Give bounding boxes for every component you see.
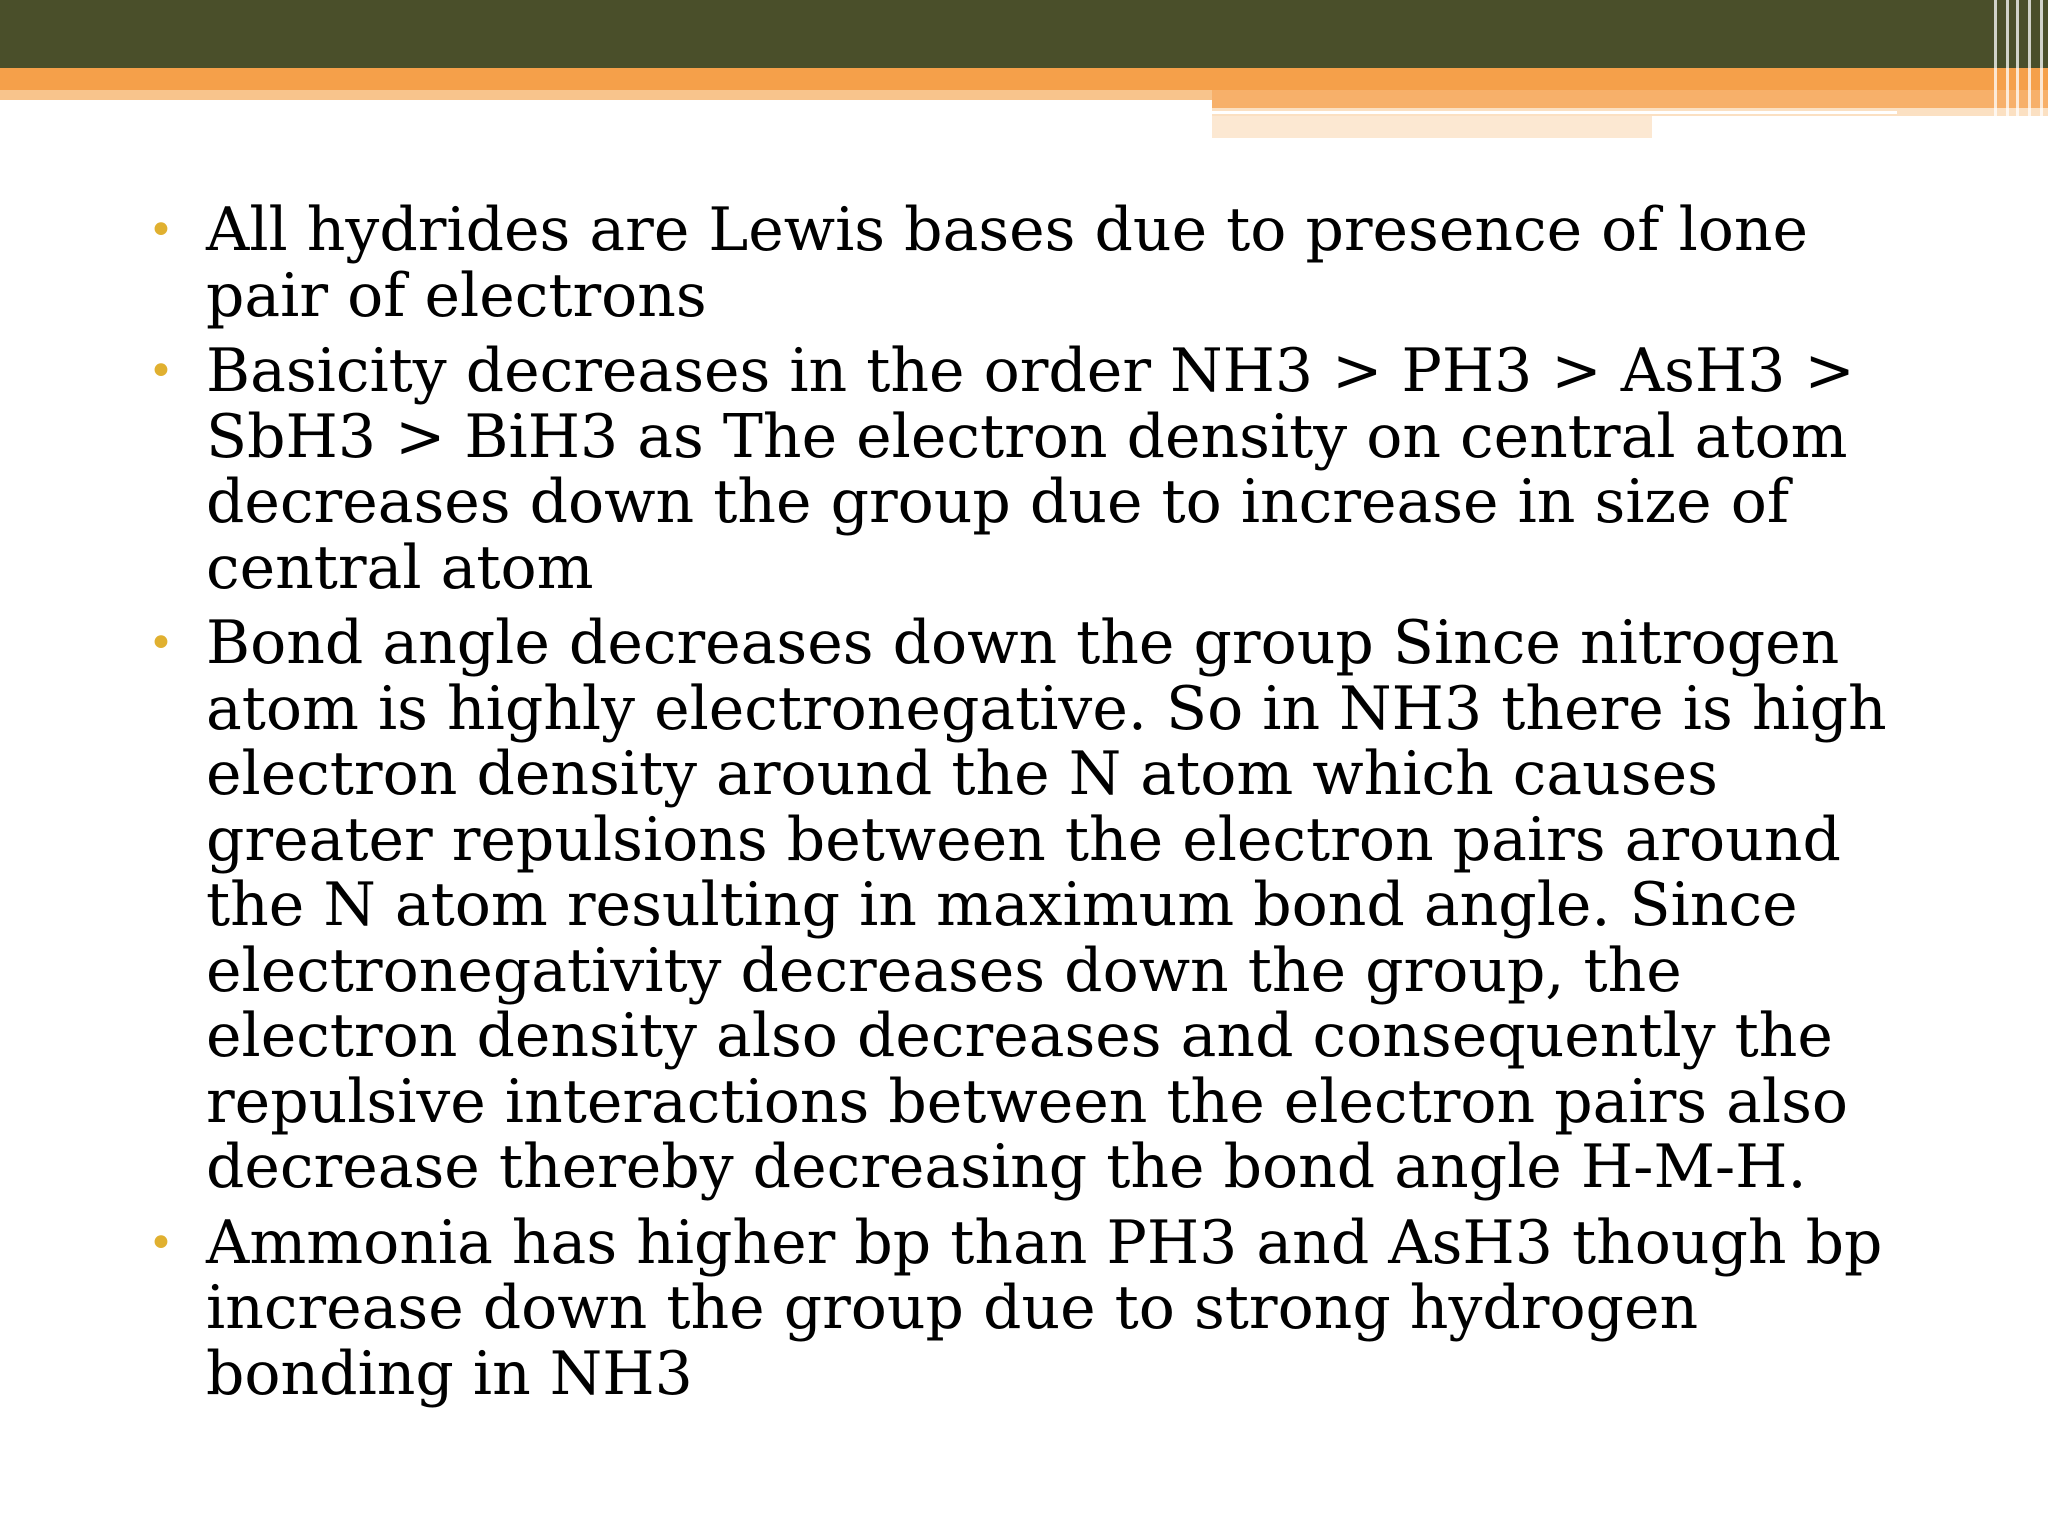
bullet-text: Ammonia has higher bp than PH3 and AsH3 though bp increase down the group due to strong hydrogen bonding in NH3 <box>206 1207 1883 1409</box>
header-band-dark <box>0 0 2048 68</box>
slide-body <box>140 195 1940 1417</box>
header-accent-line <box>1212 111 1897 114</box>
header-band-orange-light <box>0 90 1212 100</box>
bullet-dot-icon: • <box>148 1217 174 1269</box>
bullet-dot-icon: • <box>148 618 174 669</box>
header-band-orange <box>0 68 2048 90</box>
bullet-item <box>140 608 1940 1202</box>
header-band-accent-pale <box>1212 116 1652 138</box>
header-band-accent <box>1212 90 2048 108</box>
bullet-item <box>140 336 1940 603</box>
bullet-dot-icon: • <box>148 346 174 397</box>
edge-stripes-decoration <box>1988 0 2048 140</box>
bullet-text: All hydrides are Lewis bases due to presence of lone pair of electrons <box>206 195 1809 331</box>
bullet-list <box>140 195 1940 1409</box>
bullet-item <box>140 1207 1940 1409</box>
bullet-text: Bond angle decreases down the group Since nitrogen atom is highly electronegative. So in NH3 there is high electron density around the N atom which causes greater repulsions between the electron pairs around the N atom resulting in maximum bond angle. Since electronegativity decreases down the group, the electron density also decreases and consequently the repulsive interactions between the electron pairs also decrease thereby decreasing the bond angle H-M-H. <box>206 608 1887 1202</box>
bullet-item <box>140 195 1940 331</box>
bullet-dot-icon: • <box>148 205 174 256</box>
bullet-text: Basicity decreases in the order NH3 > PH3 > AsH3 > SbH3 > BiH3 as The electron density on central atom decreases down the group due to increase in size of central atom <box>206 336 1855 603</box>
